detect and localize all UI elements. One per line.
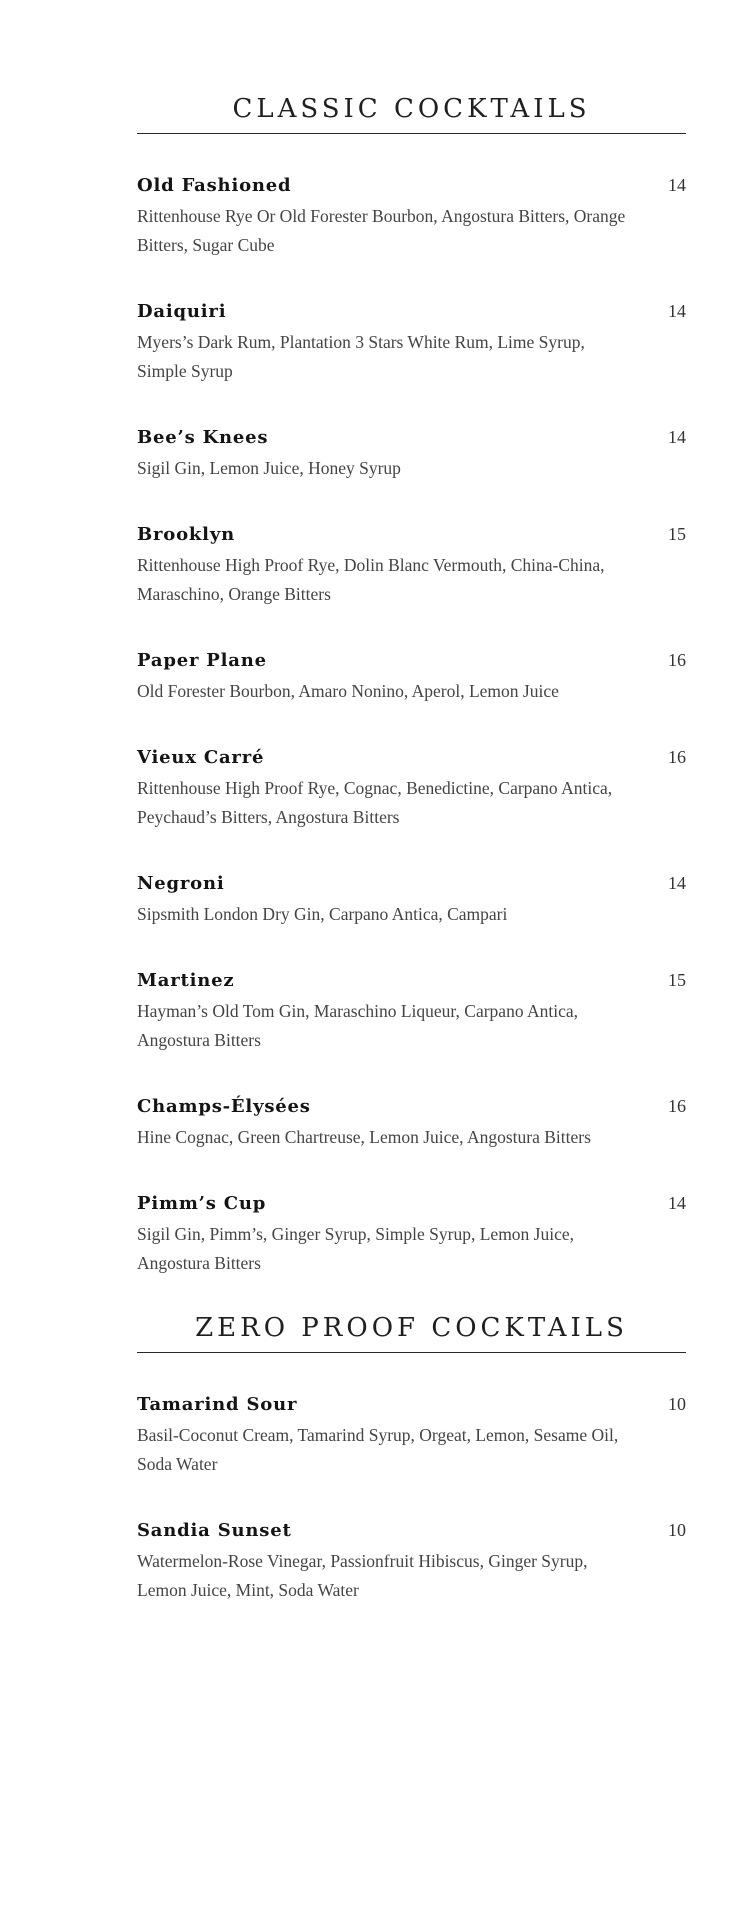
item-description: Myers’s Dark Rum, Plantation 3 Stars White Rum, Lime Syrup, Simple Syrup [137,332,585,381]
menu-item-list [137,1394,686,1605]
item-price: 10 [668,1394,686,1414]
item-description: Sipsmith London Dry Gin, Carpano Antica, Campari [137,904,508,924]
item-price: 14 [668,873,686,893]
item-price: 14 [668,301,686,321]
item-description: Watermelon-Rose Vinegar, Passionfruit Hibiscus, Ginger Syrup, Lemon Juice, Mint, Soda Water [137,1551,588,1600]
section-title: CLASSIC COCKTAILS [137,94,686,134]
item-name: Negroni [137,873,225,894]
section-title: ZERO PROOF COCKTAILS [137,1313,686,1353]
item-description: Basil-Coconut Cream, Tamarind Syrup, Orgeat, Lemon, Sesame Oil, Soda Water [137,1425,619,1474]
item-description: Rittenhouse Rye Or Old Forester Bourbon, Angostura Bitters, Orange Bitters, Sugar Cube [137,206,626,255]
menu-item [137,747,686,832]
item-price: 16 [668,747,686,767]
menu-item [137,873,686,929]
menu-item [137,1096,686,1152]
item-name: Brooklyn [137,524,235,545]
item-name: Sandia Sunset [137,1520,292,1541]
item-name: Paper Plane [137,650,267,671]
item-name: Vieux Carré [137,747,265,768]
item-price: 14 [668,175,686,195]
menu-item [137,301,686,386]
item-description: Hayman’s Old Tom Gin, Maraschino Liqueur, Carpano Antica, Angostura Bitters [137,1001,578,1050]
item-description: Rittenhouse High Proof Rye, Cognac, Benedictine, Carpano Antica, Peychaud’s Bitters, Angostura Bitters [137,778,613,827]
menu-item-list [137,175,686,1278]
item-description: Rittenhouse High Proof Rye, Dolin Blanc Vermouth, China-China, Maraschino, Orange Bitters [137,555,605,604]
menu-item [137,970,686,1055]
menu-item [137,650,686,706]
menu-item [137,1193,686,1278]
item-description: Sigil Gin, Lemon Juice, Honey Syrup [137,458,401,478]
item-name: Old Fashioned [137,175,292,196]
item-price: 10 [668,1520,686,1540]
item-price: 14 [668,427,686,447]
item-name: Champs-Élysées [137,1096,311,1117]
item-price: 16 [668,650,686,670]
menu-item [137,427,686,483]
item-price: 15 [668,970,686,990]
zero-proof-cocktails-section [137,1313,686,1646]
menu-item [137,1520,686,1605]
item-name: Daiquiri [137,301,227,322]
item-name: Bee’s Knees [137,427,269,448]
item-price: 14 [668,1193,686,1213]
item-description: Old Forester Bourbon, Amaro Nonino, Aperol, Lemon Juice [137,681,559,701]
item-name: Pimm’s Cup [137,1193,267,1214]
item-description: Hine Cognac, Green Chartreuse, Lemon Juice, Angostura Bitters [137,1127,591,1147]
classic-cocktails-section [137,94,686,1319]
item-price: 16 [668,1096,686,1116]
item-price: 15 [668,524,686,544]
menu-item [137,1394,686,1479]
menu-item [137,524,686,609]
item-name: Martinez [137,970,235,991]
menu-item [137,175,686,260]
item-description: Sigil Gin, Pimm’s, Ginger Syrup, Simple Syrup, Lemon Juice, Angostura Bitters [137,1224,575,1273]
item-name: Tamarind Sour [137,1394,298,1415]
